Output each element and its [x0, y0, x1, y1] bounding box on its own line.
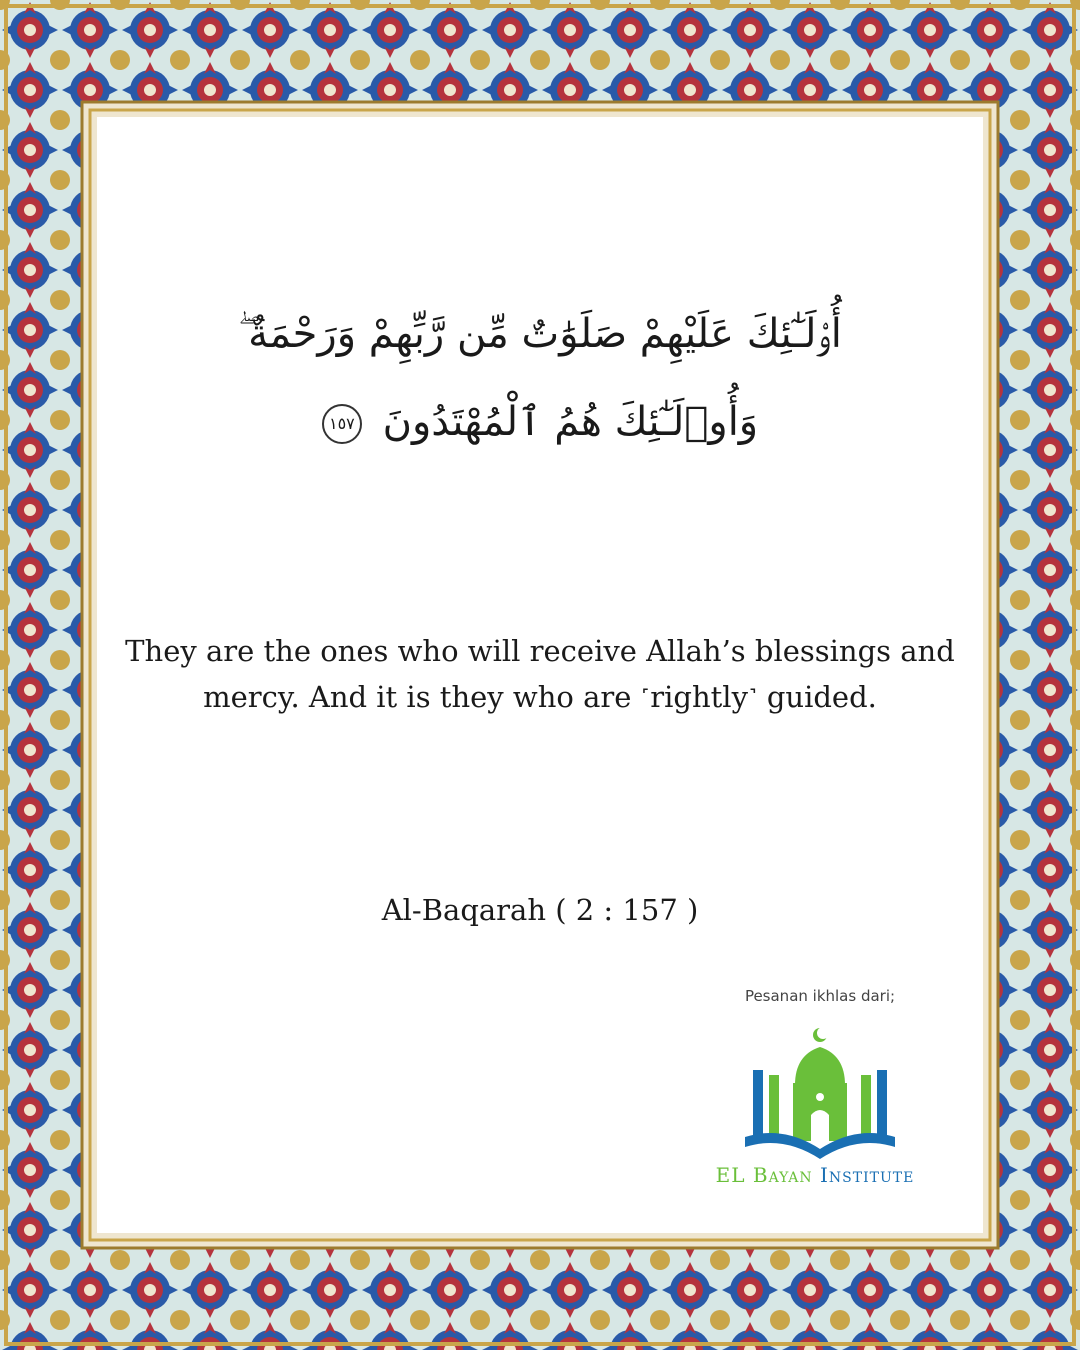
- ayah-number-marker: ١٥٧: [322, 404, 362, 444]
- verse-reference: Al-Baqarah ( 2 : 157 ): [381, 893, 699, 927]
- verse-translation: They are the ones who will receive Allah’s blessings and mercy. And it is they who are ˹rightly˺ guided.: [125, 634, 955, 714]
- arabic-line-2-text: وَأُو۟لَـٰٓئِكَ هُمُ ٱلْمُهْتَدُونَ: [382, 399, 759, 445]
- arabic-line-2: [97, 378, 983, 466]
- logo-text-part1: EL Bayan: [715, 1163, 813, 1187]
- logo-text-part2: Institute: [820, 1163, 915, 1187]
- credit-label: Pesanan ikhlas dari;: [744, 987, 896, 1005]
- el-bayan-logo-icon: [735, 1025, 905, 1160]
- el-bayan-logo-text: [680, 1163, 950, 1187]
- arabic-line-1: أُو۟لَـٰٓئِكَ عَلَيْهِمْ صَلَوَٰتٌ مِّن رَّبِّهِمْ وَرَحْمَةٌ ۖ: [238, 311, 842, 357]
- arabic-verse: [97, 290, 983, 466]
